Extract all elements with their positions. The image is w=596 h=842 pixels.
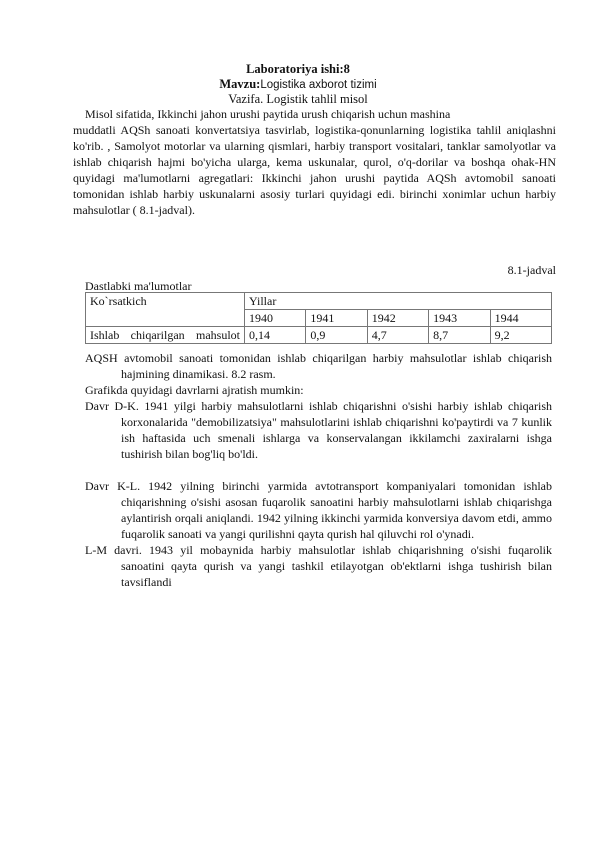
task-line: Vazifa. Logistik tahlil misol — [228, 92, 368, 106]
topic-value: Logistika axborot tizimi — [260, 79, 377, 91]
year-cell: 1942 — [367, 310, 428, 327]
table-header-row — [86, 293, 552, 310]
topic-label: Mavzu: — [219, 77, 261, 91]
table-caption: Dastlabki ma'lumotlar — [85, 279, 192, 293]
header-years: Yillar — [245, 293, 552, 310]
table-data-row — [86, 327, 552, 344]
intro-paragraph — [73, 106, 556, 218]
header-indicator: Ko`rsatkich — [86, 293, 245, 327]
period-kl-paragraph: Davr K-L. 1942 yilning birinchi yarmida avtotransport kompaniyalari tomonidan ishlab chiqarishning o'sishi asosan fuqarolik sanoatini harbiy mahsulotlarni ishlab chiqarishga aylantirish orqali aniqlandi. 1942 yilning ikkinchi yarmida konversiya davom etdi, ammo fuqarolik sanoati va yangi qurilishni qayta qurish hal qiluvchi rol o'ynadi. — [85, 479, 552, 541]
value-cell: 9,2 — [490, 327, 551, 344]
dynamics-paragraph: AQSH avtomobil sanoati tomonidan ishlab chiqarilgan harbiy mahsulotlar ishlab chiqarish hajmining dinamikasi. 8.2 rasm. — [85, 351, 552, 381]
row-label — [86, 327, 245, 344]
year-cell: 1941 — [306, 310, 367, 327]
value-cell: 0,9 — [306, 327, 367, 344]
intro-body: muddatli AQSh sanoati konvertatsiya tasvirlab, logistika-qonunlarning logistika tahlil aniqlashni ko'rib. , Samolyot motorlar va ularning qismlari, harbiy transport vositalari, tanklar samolyotlar va ishlab chiqarish hajmi bo'yicha ularga, kema uskunalar, qurol, o'q-dorilar va boshqa ohak-HN quyidagi ma'lumotlarni agregatlari: Ikkinchi jahon urushi paytida AQSh avtomobil sanoati tomonidan ishlab harbiy uskunalarni asosiy turlari quyidagi edi. birinchi xonimlar uchun harbiy mahsulotlar ( 8.1-jadval). — [73, 123, 556, 217]
value-cell: 0,14 — [245, 327, 306, 344]
year-cell: 1944 — [490, 310, 551, 327]
source-data-table — [85, 292, 552, 344]
intro-first-line: Misol sifatida, Ikkinchi jahon urushi paytida urush chiqarish uchun mashina — [85, 107, 451, 121]
value-cell: 8,7 — [429, 327, 490, 344]
period-dk-paragraph: Davr D-K. 1941 yilgi harbiy mahsulotlarni ishlab chiqarishni o'sishi harbiy ishlab chiqarish korxonalarida "demobilizatsiya" mahsulotlarini ishlab chiqarishni ko'paytirdi va 7 kunlik ish haftasida uch smenali ishlarga va konservalangan ikkilamchi zaxiralarni ishga tushirish bilan bog'liq bo'ldi. — [85, 399, 552, 461]
value-cell: 4,7 — [367, 327, 428, 344]
table-reference: 8.1-jadval — [507, 263, 556, 277]
lab-title: Laboratoriya ishi:8 — [246, 62, 350, 76]
year-cell: 1940 — [245, 310, 306, 327]
periods-intro: Grafikda quyidagi davrlarni ajratish mumkin: — [85, 383, 304, 397]
period-lm-paragraph: L-M davri. 1943 yil mobaynida harbiy mahsulotlar ishlab chiqarishning o'sishi fuqarolik sanoatini qayta qurish va yangi tashkil etilayotgan ob'ektlarni ishga tushirish bilan tavsiflandi — [85, 543, 552, 589]
row-label-text: Ishlab chiqarilgan mahsulot — [90, 328, 240, 342]
year-cell: 1943 — [429, 310, 490, 327]
